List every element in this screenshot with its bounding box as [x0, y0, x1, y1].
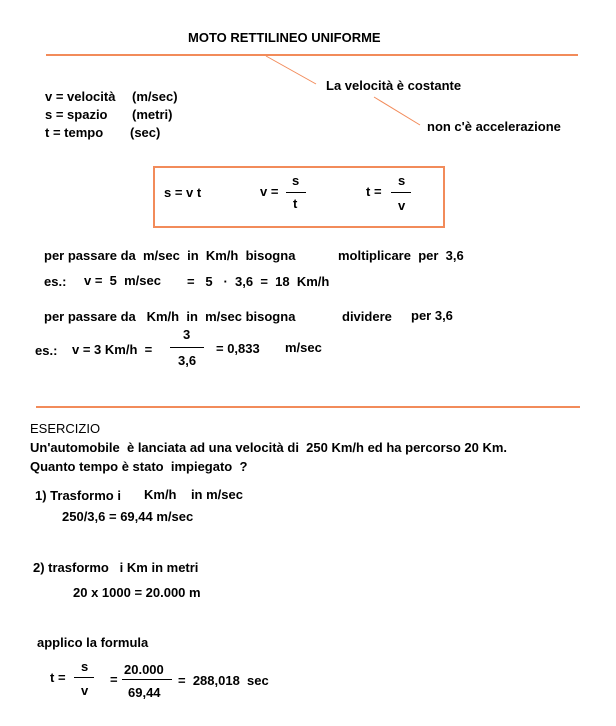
conversion2-example-bar [170, 347, 204, 348]
conversion2-example-given: v = 3 Km/h = [72, 342, 153, 357]
step1-label: 1) Trasformo i [35, 488, 121, 503]
legend-space-unit: (metri) [132, 107, 173, 122]
final-result: = 288,018 sec [178, 673, 269, 688]
final-value-bar [122, 679, 172, 680]
final-equals: = [110, 672, 118, 687]
conversion2-rule-factor: per 3,6 [411, 308, 453, 323]
step2-calculation: 20 x 1000 = 20.000 m [73, 585, 201, 600]
legend-space: s = spazio [45, 107, 108, 122]
step1-calculation: 250/3,6 = 69,44 m/sec [62, 509, 194, 524]
legend-time-unit: (sec) [130, 125, 161, 140]
formula-velocity-bar [286, 192, 306, 193]
conversion2-example-result: = 0,833 [216, 341, 260, 356]
note-no-acceleration: non c'è accelerazione [427, 119, 561, 134]
exercise-heading: ESERCIZIO [30, 421, 101, 436]
note-constant-velocity: La velocità è costante [326, 78, 462, 93]
step1-units: Km/h in m/sec [144, 487, 243, 502]
step3-label: applico la formula [37, 635, 149, 650]
final-den: v [81, 683, 89, 698]
final-den-value: 69,44 [128, 685, 161, 700]
conversion1-rule: per passare da m/sec in Km/h bisogna [44, 248, 296, 263]
pointer-line-no-accel [374, 97, 420, 125]
formula-time-lhs: t = [366, 184, 382, 199]
conversion2-example-label: es.: [35, 343, 58, 358]
conversion1-example-calc: = 5 · 3,6 = 18 Km/h [187, 274, 330, 289]
exercise-problem-line2: Quanto tempo è stato impiegato ? [30, 459, 248, 474]
formula-velocity-den: t [293, 196, 298, 211]
page-title: MOTO RETTILINEO UNIFORME [188, 30, 381, 45]
formula-time-den: v [398, 198, 406, 213]
formula-velocity-num: s [292, 173, 300, 188]
conversion2-example-num: 3 [183, 327, 191, 342]
final-lhs: t = [50, 670, 66, 685]
formula-time-num: s [398, 173, 406, 188]
conversion2-rule-action: dividere [342, 309, 392, 324]
conversion2-example-den: 3,6 [178, 353, 197, 368]
final-bar [74, 677, 94, 678]
exercise-divider [36, 406, 580, 408]
formula-space: s = v t [164, 185, 202, 200]
conversion1-rule-action: moltiplicare per 3,6 [338, 248, 464, 263]
conversion1-example-given: v = 5 m/sec [84, 273, 161, 288]
step2-label: 2) trasformo i Km in metri [33, 560, 199, 575]
final-num: s [81, 659, 89, 674]
conversion1-example-label: es.: [44, 274, 67, 289]
formula-velocity-lhs: v = [260, 184, 279, 199]
legend-velocity: v = velocità [45, 89, 116, 104]
exercise-problem-line1: Un'automobile è lanciata ad una velocità di 250 Km/h ed ha percorso 20 Km. [30, 440, 508, 455]
pointer-line-constant [266, 56, 316, 84]
legend-time: t = tempo [45, 125, 104, 140]
final-num-value: 20.000 [124, 662, 164, 677]
legend-velocity-unit: (m/sec) [132, 89, 178, 104]
formula-time-bar [391, 192, 411, 193]
conversion2-rule: per passare da Km/h in m/sec bisogna [44, 309, 296, 324]
conversion2-example-unit: m/sec [285, 340, 322, 355]
